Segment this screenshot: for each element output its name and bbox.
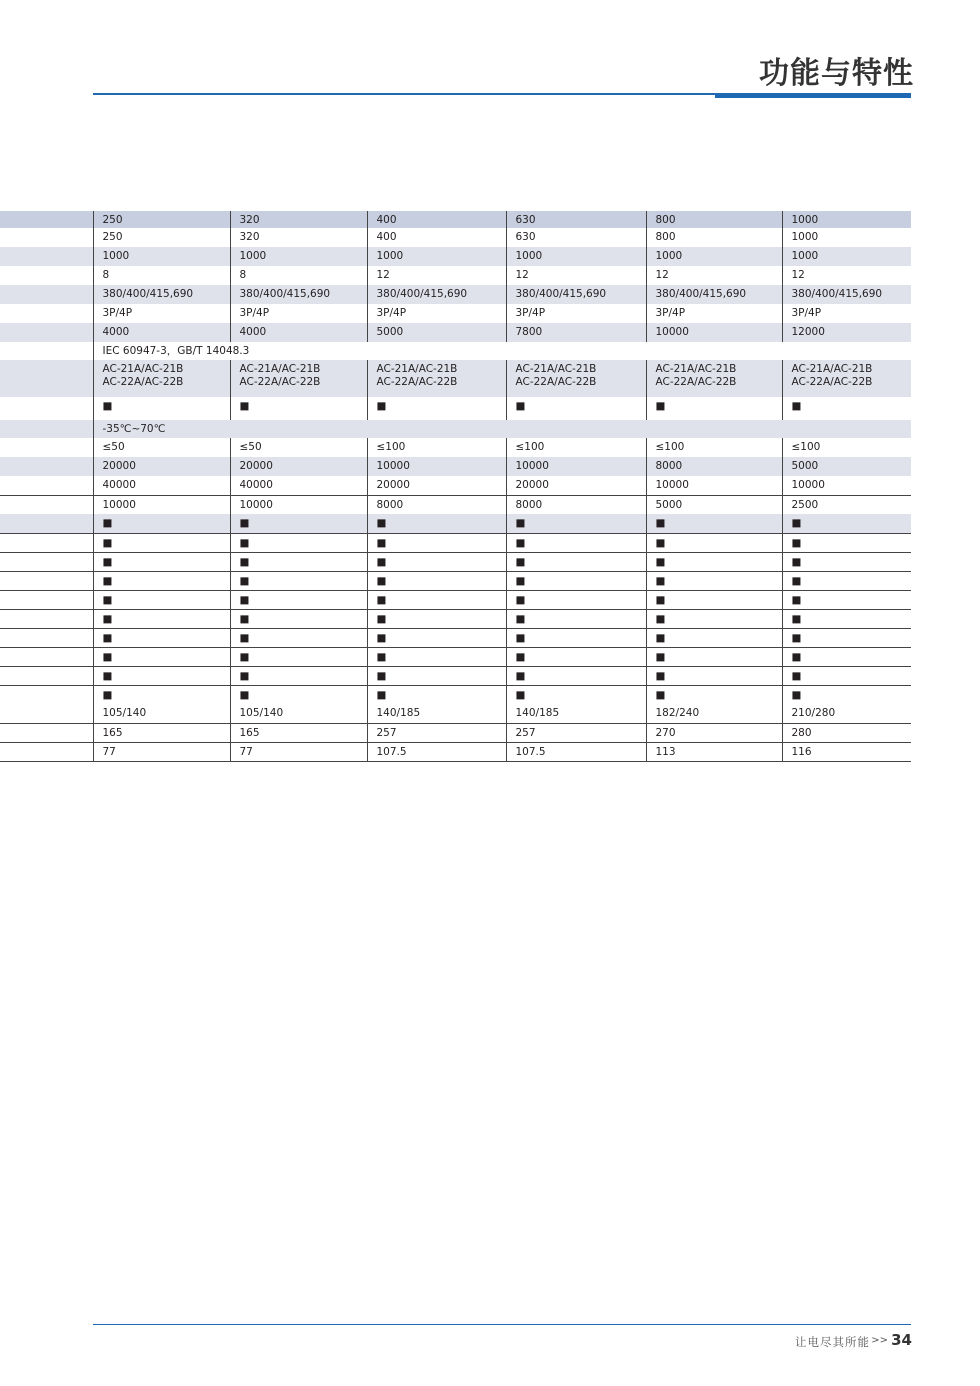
table-cell: 250	[93, 211, 230, 228]
table-cell: ■	[782, 666, 911, 685]
table-cell: ■	[230, 533, 367, 552]
table-cell: ■	[93, 514, 230, 533]
table-cell: 105/140	[230, 704, 367, 723]
table-cell: 8000	[646, 457, 782, 476]
table-cell: AC-21A/AC-21B AC-22A/AC-22B	[646, 360, 782, 397]
table-row	[0, 247, 911, 266]
table-cell: 1000	[367, 247, 506, 266]
row-label-cell	[0, 723, 93, 742]
table-row	[0, 342, 911, 360]
table-cell: ■	[646, 571, 782, 590]
table-cell: 2500	[782, 495, 911, 514]
table-cell: ■	[93, 571, 230, 590]
table-cell: 3P/4P	[506, 304, 646, 323]
table-cell: 8	[230, 266, 367, 285]
table-cell: 10000	[646, 323, 782, 342]
table-cell: ■	[93, 552, 230, 571]
table-row	[0, 628, 911, 647]
table-cell: 107.5	[367, 742, 506, 761]
table-cell: ■	[646, 647, 782, 666]
table-cell: 380/400/415,690	[93, 285, 230, 304]
table-row	[0, 228, 911, 247]
table-cell: ■	[230, 514, 367, 533]
table-cell: 630	[506, 211, 646, 228]
table-row	[0, 704, 911, 723]
table-cell: 10000	[230, 495, 367, 514]
table-cell: 380/400/415,690	[506, 285, 646, 304]
table-cell: ■	[93, 397, 230, 420]
table-row	[0, 514, 911, 533]
spec-table-body	[0, 211, 911, 761]
table-cell: 320	[230, 211, 367, 228]
footer-slogan: 让电尽其所能	[795, 1335, 870, 1349]
table-cell: ■	[506, 533, 646, 552]
table-cell: AC-21A/AC-21B AC-22A/AC-22B	[367, 360, 506, 397]
table-cell: 5000	[782, 457, 911, 476]
table-cell: ■	[93, 647, 230, 666]
page-number: 34	[891, 1331, 912, 1349]
table-cell: ■	[506, 552, 646, 571]
table-cell: 12	[367, 266, 506, 285]
table-row	[0, 420, 911, 438]
table-cell: ■	[782, 397, 911, 420]
table-cell: 107.5	[506, 742, 646, 761]
table-cell: 12	[646, 266, 782, 285]
table-cell: ■	[782, 571, 911, 590]
table-row	[0, 438, 911, 457]
table-cell: 10000	[782, 476, 911, 495]
row-label-cell	[0, 285, 93, 304]
table-cell: 257	[506, 723, 646, 742]
table-cell: ■	[367, 571, 506, 590]
row-label-cell	[0, 647, 93, 666]
table-cell: ■	[230, 571, 367, 590]
row-label-cell	[0, 571, 93, 590]
row-label-cell	[0, 323, 93, 342]
table-cell: 250	[93, 228, 230, 247]
table-cell: ■	[506, 685, 646, 704]
table-cell: ≤100	[782, 438, 911, 457]
table-cell: 3P/4P	[367, 304, 506, 323]
table-cell: 210/280	[782, 704, 911, 723]
table-cell: ■	[782, 514, 911, 533]
table-cell: 380/400/415,690	[646, 285, 782, 304]
table-row	[0, 647, 911, 666]
table-row	[0, 685, 911, 704]
row-label-cell	[0, 304, 93, 323]
table-cell: 40000	[230, 476, 367, 495]
table-cell: 1000	[506, 247, 646, 266]
table-cell: ■	[782, 647, 911, 666]
table-cell: 40000	[93, 476, 230, 495]
table-cell: 8	[93, 266, 230, 285]
table-cell: 3P/4P	[230, 304, 367, 323]
table-cell: ■	[367, 514, 506, 533]
table-cell: ■	[93, 685, 230, 704]
table-row	[0, 211, 911, 228]
table-cell: 400	[367, 211, 506, 228]
table-cell: 5000	[367, 323, 506, 342]
table-cell: ■	[230, 590, 367, 609]
table-cell: ■	[782, 590, 911, 609]
table-cell: 10000	[506, 457, 646, 476]
table-cell: ■	[230, 397, 367, 420]
table-cell: ■	[646, 666, 782, 685]
table-cell: ■	[506, 628, 646, 647]
table-cell: ■	[367, 609, 506, 628]
row-label-cell	[0, 533, 93, 552]
table-row	[0, 360, 911, 397]
table-cell: ■	[782, 609, 911, 628]
table-row	[0, 266, 911, 285]
table-cell: 5000	[646, 495, 782, 514]
row-label-cell	[0, 211, 93, 228]
table-cell: 630	[506, 228, 646, 247]
row-label-cell	[0, 590, 93, 609]
table-cell: ■	[367, 666, 506, 685]
table-cell: 113	[646, 742, 782, 761]
row-label-cell	[0, 552, 93, 571]
row-label-cell	[0, 704, 93, 723]
table-row	[0, 723, 911, 742]
table-cell: ■	[230, 628, 367, 647]
table-cell: ■	[230, 609, 367, 628]
table-cell: 12000	[782, 323, 911, 342]
table-cell: 4000	[93, 323, 230, 342]
table-cell: 1000	[230, 247, 367, 266]
table-cell: ■	[782, 533, 911, 552]
table-cell: ■	[646, 552, 782, 571]
table-cell: ■	[367, 685, 506, 704]
table-row	[0, 495, 911, 514]
table-cell: 10000	[367, 457, 506, 476]
row-label-cell	[0, 495, 93, 514]
table-cell: ■	[646, 590, 782, 609]
row-label-cell	[0, 628, 93, 647]
table-cell: 140/185	[367, 704, 506, 723]
row-label-cell	[0, 514, 93, 533]
row-label-cell	[0, 742, 93, 761]
table-row	[0, 285, 911, 304]
table-cell: ■	[230, 666, 367, 685]
table-cell: ■	[782, 685, 911, 704]
table-cell: ■	[646, 397, 782, 420]
table-cell: 3P/4P	[646, 304, 782, 323]
table-cell: 182/240	[646, 704, 782, 723]
row-label-cell	[0, 685, 93, 704]
table-cell: ■	[230, 552, 367, 571]
table-cell-span: IEC 60947-3，GB/T 14048.3	[93, 342, 911, 360]
table-cell: 1000	[646, 247, 782, 266]
table-row	[0, 666, 911, 685]
table-cell: ■	[93, 533, 230, 552]
table-cell: 7800	[506, 323, 646, 342]
row-label-cell	[0, 360, 93, 397]
table-cell: ≤100	[506, 438, 646, 457]
table-cell: ≤50	[230, 438, 367, 457]
table-cell: 105/140	[93, 704, 230, 723]
table-cell: 10000	[93, 495, 230, 514]
table-cell: AC-21A/AC-21B AC-22A/AC-22B	[93, 360, 230, 397]
table-row	[0, 304, 911, 323]
table-cell: ■	[646, 533, 782, 552]
row-label-cell	[0, 666, 93, 685]
table-cell: 8000	[506, 495, 646, 514]
table-cell: 12	[782, 266, 911, 285]
spec-table	[0, 211, 911, 762]
table-cell: ■	[782, 552, 911, 571]
table-cell: 380/400/415,690	[367, 285, 506, 304]
table-cell: ■	[367, 397, 506, 420]
row-label-cell	[0, 266, 93, 285]
table-cell: 77	[93, 742, 230, 761]
table-cell: 320	[230, 228, 367, 247]
table-cell: 270	[646, 723, 782, 742]
table-cell: 20000	[506, 476, 646, 495]
table-cell: ■	[782, 628, 911, 647]
row-label-cell	[0, 457, 93, 476]
table-cell: ≤100	[367, 438, 506, 457]
table-cell: 1000	[782, 247, 911, 266]
table-cell: ■	[367, 647, 506, 666]
table-cell: 12	[506, 266, 646, 285]
table-cell: 165	[230, 723, 367, 742]
table-row	[0, 590, 911, 609]
row-label-cell	[0, 228, 93, 247]
table-row	[0, 552, 911, 571]
table-row	[0, 323, 911, 342]
table-cell: ■	[93, 666, 230, 685]
table-cell: ■	[506, 666, 646, 685]
title-rule-accent	[715, 93, 911, 98]
table-cell: 20000	[93, 457, 230, 476]
table-cell: AC-21A/AC-21B AC-22A/AC-22B	[506, 360, 646, 397]
row-label-cell	[0, 247, 93, 266]
row-label-cell	[0, 420, 93, 438]
table-cell: 1000	[782, 228, 911, 247]
table-cell: 116	[782, 742, 911, 761]
table-cell: 165	[93, 723, 230, 742]
table-cell: 20000	[367, 476, 506, 495]
table-cell: 380/400/415,690	[782, 285, 911, 304]
table-cell: 140/185	[506, 704, 646, 723]
table-cell: 10000	[646, 476, 782, 495]
footer-arrows: >>	[871, 1335, 888, 1346]
row-label-cell	[0, 438, 93, 457]
table-row	[0, 609, 911, 628]
table-cell: 400	[367, 228, 506, 247]
table-cell: ≤50	[93, 438, 230, 457]
table-cell: ■	[230, 647, 367, 666]
table-row	[0, 397, 911, 420]
table-cell: 3P/4P	[93, 304, 230, 323]
table-cell: 800	[646, 211, 782, 228]
table-cell: 20000	[230, 457, 367, 476]
table-cell: ■	[506, 609, 646, 628]
row-label-cell	[0, 342, 93, 360]
table-cell: 1000	[782, 211, 911, 228]
table-cell: 77	[230, 742, 367, 761]
table-cell: ■	[646, 685, 782, 704]
table-cell-span: -35℃~70℃	[93, 420, 911, 438]
table-cell: ■	[646, 514, 782, 533]
table-cell: ■	[367, 590, 506, 609]
table-cell: ≤100	[646, 438, 782, 457]
table-cell: ■	[506, 590, 646, 609]
table-row	[0, 533, 911, 552]
table-cell: 800	[646, 228, 782, 247]
table-cell: ■	[646, 609, 782, 628]
table-cell: ■	[367, 552, 506, 571]
table-row	[0, 571, 911, 590]
table-cell: 380/400/415,690	[230, 285, 367, 304]
row-label-cell	[0, 476, 93, 495]
table-cell: ■	[367, 533, 506, 552]
table-cell: ■	[506, 571, 646, 590]
table-cell: AC-21A/AC-21B AC-22A/AC-22B	[782, 360, 911, 397]
table-cell: ■	[646, 628, 782, 647]
table-cell: AC-21A/AC-21B AC-22A/AC-22B	[230, 360, 367, 397]
table-cell: 3P/4P	[782, 304, 911, 323]
table-cell: ■	[93, 590, 230, 609]
table-cell: 8000	[367, 495, 506, 514]
page-title: 功能与特性	[759, 56, 914, 91]
table-cell: ■	[506, 647, 646, 666]
table-cell: 1000	[93, 247, 230, 266]
table-cell: ■	[93, 628, 230, 647]
table-cell: ■	[367, 628, 506, 647]
table-cell: ■	[506, 514, 646, 533]
row-label-cell	[0, 609, 93, 628]
table-cell: 4000	[230, 323, 367, 342]
table-cell: ■	[506, 397, 646, 420]
table-cell: 257	[367, 723, 506, 742]
table-row	[0, 457, 911, 476]
table-row	[0, 742, 911, 761]
table-cell: ■	[230, 685, 367, 704]
footer-rule	[93, 1324, 911, 1325]
table-cell: ■	[93, 609, 230, 628]
row-label-cell	[0, 397, 93, 420]
table-row	[0, 476, 911, 495]
table-cell: 280	[782, 723, 911, 742]
